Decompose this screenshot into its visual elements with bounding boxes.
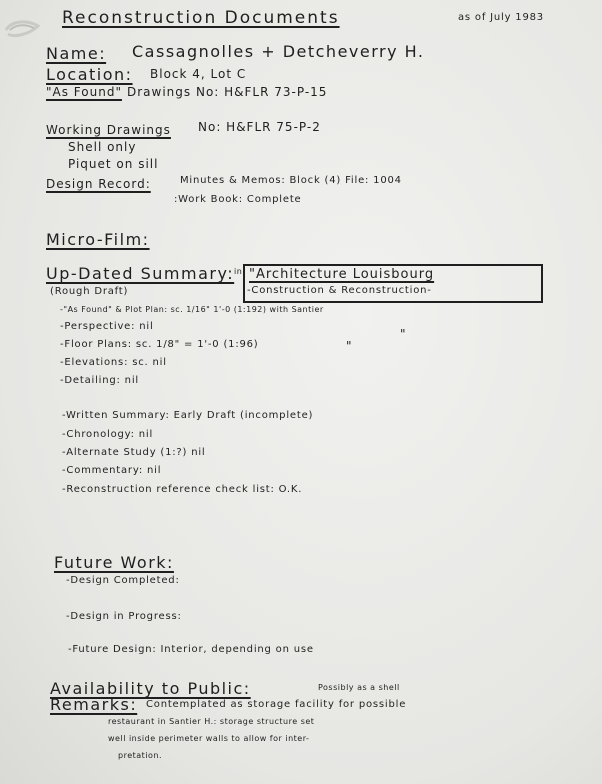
future-item: -Future Design: Interior, depending on use bbox=[68, 644, 314, 655]
remarks-line: restaurant in Santier H.: storage structure set bbox=[108, 717, 315, 726]
remarks-line: Contemplated as storage facility for possible bbox=[146, 699, 407, 710]
future-work-label: Future Work: bbox=[54, 553, 174, 572]
document-title: Reconstruction Documents bbox=[62, 8, 340, 28]
remarks-line: pretation. bbox=[118, 751, 163, 760]
as-found-value: Drawings No: H&FLR 73-P-15 bbox=[127, 85, 328, 99]
summary-item: -Perspective: nil bbox=[60, 321, 154, 332]
design-record-label: Design Record: bbox=[46, 177, 151, 191]
name-label: Name: bbox=[46, 44, 107, 63]
publication-title: "Architecture Louisbourg bbox=[249, 267, 435, 282]
working-drawings-value: No: H&FLR 75-P-2 bbox=[198, 120, 321, 134]
piquet-note: Piquet on sill bbox=[68, 157, 159, 171]
document-date: as of July 1983 bbox=[458, 12, 544, 23]
remarks-line: well inside perimeter walls to allow for inter- bbox=[108, 734, 310, 743]
working-drawings-label: Working Drawings bbox=[46, 123, 171, 137]
ditto-mark: " bbox=[346, 339, 353, 353]
future-item: -Design in Progress: bbox=[66, 611, 182, 622]
publication-subtitle: -Construction & Reconstruction- bbox=[247, 285, 432, 296]
summary-item: -"As Found" & Plot Plan: sc. 1/16" 1'-0 (1:192) with Santier bbox=[60, 305, 324, 314]
microfilm-label: Micro-Film: bbox=[46, 230, 150, 249]
updated-summary-label: Up-Dated Summary: bbox=[46, 264, 235, 283]
summary-item: -Elevations: sc. nil bbox=[60, 357, 167, 368]
availability-label: Availability to Public: bbox=[50, 679, 251, 698]
written-item: -Reconstruction reference check list: O.K. bbox=[62, 484, 303, 495]
name-value: Cassagnolles + Detcheverry H. bbox=[132, 42, 425, 61]
written-item: -Written Summary: Early Draft (incomplete) bbox=[62, 410, 314, 421]
future-item: -Design Completed: bbox=[66, 575, 180, 586]
design-record-line2: :Work Book: Complete bbox=[174, 194, 302, 205]
ditto-mark: " bbox=[400, 327, 407, 341]
location-value: Block 4, Lot C bbox=[150, 67, 247, 81]
written-item: -Chronology: nil bbox=[62, 429, 154, 440]
updated-summary-in: in bbox=[234, 267, 243, 276]
availability-value: Possibly as a shell bbox=[318, 683, 400, 692]
summary-item: -Detailing: nil bbox=[60, 375, 139, 386]
shell-only-note: Shell only bbox=[68, 140, 137, 154]
design-record-line1: Minutes & Memos: Block (4) File: 1004 bbox=[180, 175, 402, 186]
as-found-label: "As Found" bbox=[46, 85, 122, 99]
written-item: -Commentary: nil bbox=[62, 465, 162, 476]
remarks-label: Remarks: bbox=[50, 695, 138, 714]
location-label: Location: bbox=[46, 65, 133, 84]
summary-item: -Floor Plans: sc. 1/8" = 1'-0 (1:96) bbox=[60, 339, 259, 350]
rough-draft-note: (Rough Draft) bbox=[50, 286, 129, 297]
written-item: -Alternate Study (1:?) nil bbox=[62, 447, 206, 458]
paperclip-icon bbox=[4, 18, 40, 40]
